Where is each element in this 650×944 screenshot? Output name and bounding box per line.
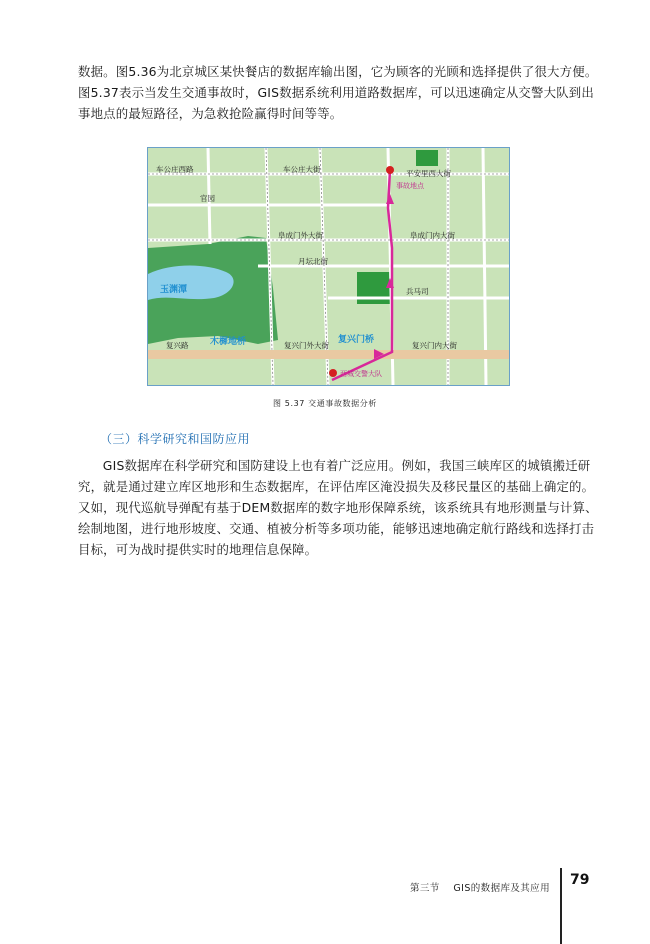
footer-section: 第三节	[410, 883, 440, 894]
label-bingmasi: 兵马司	[406, 287, 429, 296]
research-paragraph: GIS数据库在科学研究和国防建设上也有着广泛应用。例如，我国三峡库区的城镇搬迁研究，就是通过建立库区地形和生态数据库，在评估库区淹没损失及移民量区的基础上确定的。又如，现代巡航导弹配有基于DEM数据库的数字地形保障系统，该系统具有地形测量与计算、绘制地图，进行地形坡度、交通、植被分析等多项功能，能够迅速地确定航行路线和选择打击目标，可为战时提供实时的地理信息保障。	[78, 458, 598, 557]
label-yuetan-north: 月坛北街	[298, 257, 328, 266]
label-fuxingmen-bridge: 复兴门桥	[338, 335, 375, 345]
page-number: 79	[570, 872, 590, 888]
section-heading: （三）科学研究和国防应用	[100, 432, 251, 446]
label-yuyuantan: 玉渊潭	[160, 285, 188, 295]
figure-caption: 图 5.37 交通事故数据分析	[273, 399, 377, 408]
traffic-accident-map	[147, 147, 510, 386]
label-muxidi-bridge: 木樨地桥	[210, 337, 247, 347]
label-fuxingmen-outer: 复兴门外大街	[284, 341, 329, 350]
footer-divider	[560, 868, 562, 944]
label-fuchengmen-outer: 阜成门外大街	[278, 231, 323, 240]
park-area-north	[416, 150, 438, 166]
label-fuchengmen-inner: 阜成门内大街	[410, 231, 455, 240]
label-police-team: 西城交警大队	[340, 370, 382, 378]
label-guanyuan: 官园	[200, 194, 215, 203]
label-fuxingmen-inner: 复兴门内大街	[412, 341, 457, 350]
fuxingmen-avenue	[148, 350, 509, 359]
map-graphic	[148, 148, 509, 385]
label-fuxing-road: 复兴路	[166, 341, 189, 350]
label-chegongzhuang-street: 车公庄大街	[283, 165, 321, 174]
running-footer	[410, 880, 550, 894]
footer-title: GIS的数据库及其应用	[453, 883, 550, 894]
intro-paragraph: 数据。图5.36为北京城区某快餐店的数据库输出图，它为顾客的光顾和选择提供了很大方便。图5.37表示当发生交通事故时，GIS数据系统利用道路数据库，可以迅速确定从交警大队到出事地点的最短路径，为急救抢险赢得时间等等。	[78, 64, 598, 121]
accident-marker	[386, 166, 394, 174]
label-chegongzhuang-west: 车公庄西路	[156, 165, 194, 174]
label-accident-site: 事故地点	[396, 182, 424, 190]
police-marker	[329, 369, 337, 377]
label-pinganli-west: 平安里西大街	[406, 169, 451, 178]
